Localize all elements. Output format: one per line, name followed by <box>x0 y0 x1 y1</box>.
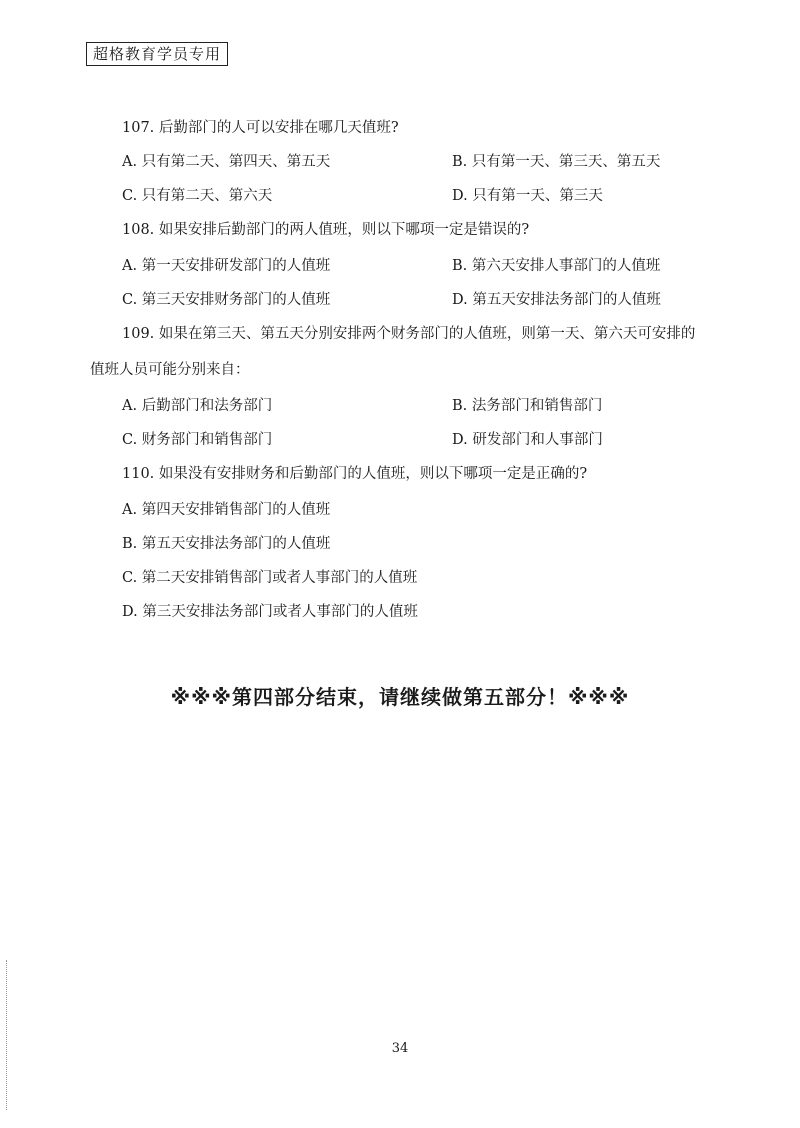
question-109-option-a: A. 后勤部门和法务部门 <box>122 398 273 414</box>
question-109-option-b: B. 法务部门和销售部门 <box>452 398 603 414</box>
question-109-text: 109. 如果在第三天、第五天分别安排两个财务部门的人值班，则第一天、第六天可安排的 <box>122 326 696 342</box>
question-109-option-d: D. 研发部门和人事部门 <box>452 432 603 448</box>
question-110-option-d: D. 第三天安排法务部门或者人事部门的人值班 <box>122 604 418 620</box>
question-110-text: 110. 如果没有安排财务和后勤部门的人值班，则以下哪项一定是正确的? <box>122 466 588 482</box>
question-110-option-a: A. 第四天安排销售部门的人值班 <box>122 502 331 518</box>
question-107-option-c: C. 只有第二天、第六天 <box>122 188 273 204</box>
question-107-option-a: A. 只有第二天、第四天、第五天 <box>122 154 331 170</box>
question-108-option-b: B. 第六天安排人事部门的人值班 <box>452 258 661 274</box>
question-110-option-b: B. 第五天安排法务部门的人值班 <box>122 536 331 552</box>
question-109-option-c: C. 财务部门和销售部门 <box>122 432 273 448</box>
question-110-option-c: C. 第二天安排销售部门或者人事部门的人值班 <box>122 570 418 586</box>
page-number: 34 <box>391 1041 409 1056</box>
question-108-option-a: A. 第一天安排研发部门的人值班 <box>122 258 331 274</box>
scan-margin-artifact <box>6 960 9 1110</box>
question-108-option-c: C. 第三天安排财务部门的人值班 <box>122 292 331 308</box>
question-108-option-d: D. 第五天安排法务部门的人值班 <box>452 292 661 308</box>
question-107-text: 107. 后勤部门的人可以安排在哪几天值班? <box>122 120 399 136</box>
question-109-text-continued: 值班人员可能分别来自： <box>90 362 250 378</box>
section-end-notice: ※※※第四部分结束，请继续做第五部分！※※※ <box>170 685 630 709</box>
question-108-text: 108. 如果安排后勤部门的两人值班，则以下哪项一定是错误的? <box>122 222 530 238</box>
header-stamp: 超格教育学员专用 <box>86 42 228 66</box>
question-107-option-d: D. 只有第一天、第三天 <box>452 188 603 204</box>
question-107-option-b: B. 只有第一天、第三天、第五天 <box>452 154 661 170</box>
